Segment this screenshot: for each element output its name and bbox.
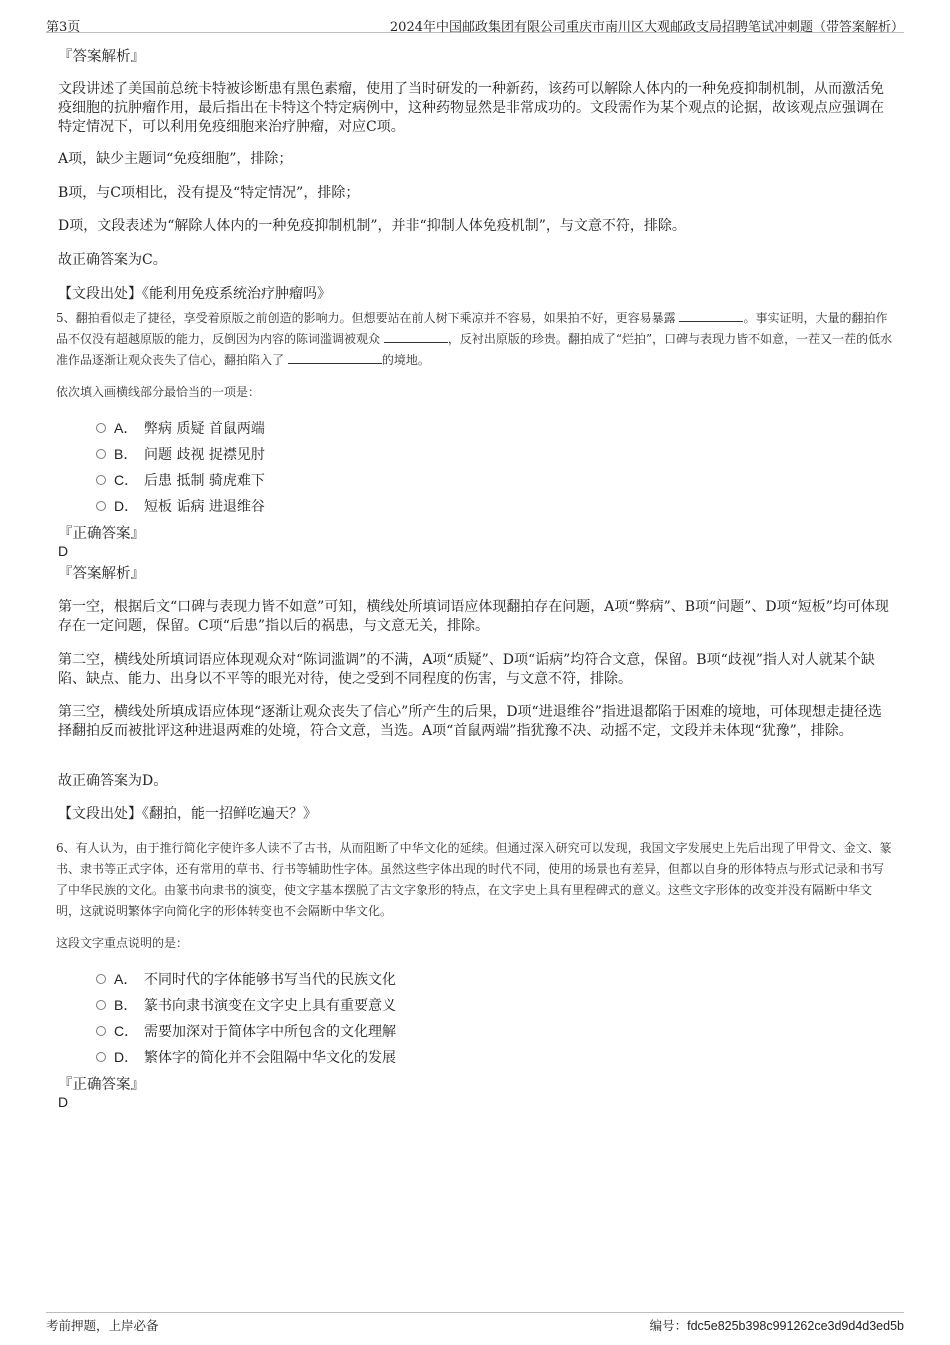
q5-analysis-label: 『答案解析』 (58, 566, 145, 582)
blank-3 (288, 353, 382, 364)
q4-analysis-p4: D项，文段表述为“解除人体内的一种免疫抑制机制”，并非“抑制人体免疫机制”，与文意不符，排除。 (58, 218, 686, 234)
q6-option-a[interactable]: A． 不同时代的字体能够书写当代的民族文化 (96, 970, 396, 989)
q4-analysis-p2: A项，缺少主题词“免疫细胞”，排除； (58, 151, 293, 167)
blank-2 (384, 332, 448, 343)
q4-analysis-p3: B项，与C项相比，没有提及“特定情况”，排除； (58, 185, 360, 201)
q6-option-c[interactable]: C． 需要加深对于简体字中所包含的文化理解 (96, 1022, 396, 1041)
q5-answer: D (58, 543, 69, 559)
q4-analysis-label: 『答案解析』 (58, 49, 145, 65)
q6-answer: D (58, 1094, 69, 1110)
q5-prompt: 依次填入画横线部分最恰当的一项是： (56, 385, 261, 399)
page-footer (46, 1312, 904, 1333)
radio-icon[interactable] (96, 974, 106, 984)
q5-analysis-p3: 第三空，横线处所填成语应体现“逐渐让观众丧失了信心”所产生的后果，D项“进退维谷”指进退都陷于困难的境地，可体现想走捷径选择翻拍反而被批评这种进退两难的处境，符合文意，当选。A项“首鼠两端”指犹豫不决、动摇不定，文段并未体现“犹豫”，排除。 (58, 704, 882, 739)
page-number: 第3页 (46, 20, 81, 35)
radio-icon[interactable] (96, 1026, 106, 1036)
radio-icon[interactable] (96, 475, 106, 485)
q4-analysis-p1: 文段讲述了美国前总统卡特被诊断患有黑色素瘤，使用了当时研发的一种新药，该药可以解除人体内的一种免疫抑制机制，从而激活免疫细胞的抗肿瘤作用，最后指出在卡特这个特定病例中，这种药物显然是非常成功的。文段需作为某个观点的论据，故该观点应强调在特定情况下，可以利用免疫细胞来治疗肿瘤，对应C项。 (58, 81, 884, 135)
q4-conclusion: 故正确答案为C。 (58, 252, 167, 268)
q6-answer-label: 『正确答案』 (58, 1077, 145, 1093)
q5-analysis-p2: 第二空，横线处所填词语应体现观众对“陈词滥调”的不满，A项“质疑”、D项“诟病”均符合文意，保留。B项“歧视”指人对人就某个缺陷、缺点、能力、出身以不平等的眼光对待，使之受到不同程度的伤害，与文意不符，排除。 (58, 652, 875, 687)
q5-conclusion: 故正确答案为D。 (58, 773, 168, 789)
page-header (46, 14, 904, 33)
q5-stem: 5、翻拍看似走了捷径，享受着原版之前创造的影响力。但想要站在前人树下乘凉并不容易，如果拍不好，更容易暴露 。事实证明，大量的翻拍作品不仅没有超越原版的能力，反倒因为内容的陈词滥调被观众 ，反衬出原版的珍贵。翻拍成了“烂拍”，口碑与表现力皆不如意，一茬又一茬的低水准作品逐渐让观众丧失了信心，翻拍陷入了 的境地。 (56, 311, 893, 367)
q4-source: 【文段出处】《能利用免疫系统治疗肿瘤吗》 (58, 286, 331, 302)
radio-icon[interactable] (96, 1052, 106, 1062)
radio-icon[interactable] (96, 1000, 106, 1010)
q5-option-c[interactable]: C． 后患 抵制 骑虎难下 (96, 471, 265, 490)
q5-source: 【文段出处】《翻拍，能一招鲜吃遍天？》 (58, 806, 317, 822)
q6-option-d[interactable]: D． 繁体字的简化并不会阻隔中华文化的发展 (96, 1048, 396, 1067)
q5-option-d[interactable]: D． 短板 诟病 进退维谷 (96, 497, 265, 516)
q5-answer-label: 『正确答案』 (58, 526, 145, 542)
radio-icon[interactable] (96, 449, 106, 459)
q6-prompt: 这段文字重点说明的是： (56, 936, 189, 950)
radio-icon[interactable] (96, 501, 106, 511)
q6-stem: 6、有人认为，由于推行简化字使许多人读不了古书，从而阻断了中华文化的延续。但通过深入研究可以发现，我国文字发展史上先后出现了甲骨文、金文、篆书、隶书等正式字体，还有常用的草书、行书等辅助性字体。虽然这些字体出现的时代不同，使用的场景也有差异，但都以自身的形体特点与形式记录和书写了中华民族的文化。由篆书向隶书的演变，使文字基本摆脱了古文字象形的特点，在文字史上具有里程碑式的意义。这些文字形体的改变并没有隔断中华文明，这就说明繁体字向简化字的形体转变也不会隔断中华文化。 (56, 841, 892, 918)
radio-icon[interactable] (96, 423, 106, 433)
q5-analysis-p1: 第一空，根据后文“口碑与表现力皆不如意”可知，横线处所填词语应体现翻拍存在问题，A项“弊病”、B项“问题”、D项“短板”均可体现存在一定问题，保留。C项“后患”指以后的祸患，与文意无关，排除。 (58, 599, 889, 634)
blank-1 (679, 311, 743, 322)
q6-option-b[interactable]: B． 篆书向隶书演变在文字史上具有重要意义 (96, 996, 396, 1015)
q5-option-b[interactable]: B． 问题 歧视 捉襟见肘 (96, 445, 265, 464)
footer-slogan: 考前押题，上岸必备 (46, 1318, 159, 1333)
document-title: 2024年中国邮政集团有限公司重庆市南川区大观邮政支局招聘笔试冲刺题（带答案解析） (389, 20, 904, 35)
footer-code: 编号：fdc5e825b398c991262ce3d9d4d3ed5b (649, 1318, 904, 1333)
q5-option-a[interactable]: A． 弊病 质疑 首鼠两端 (96, 419, 265, 438)
